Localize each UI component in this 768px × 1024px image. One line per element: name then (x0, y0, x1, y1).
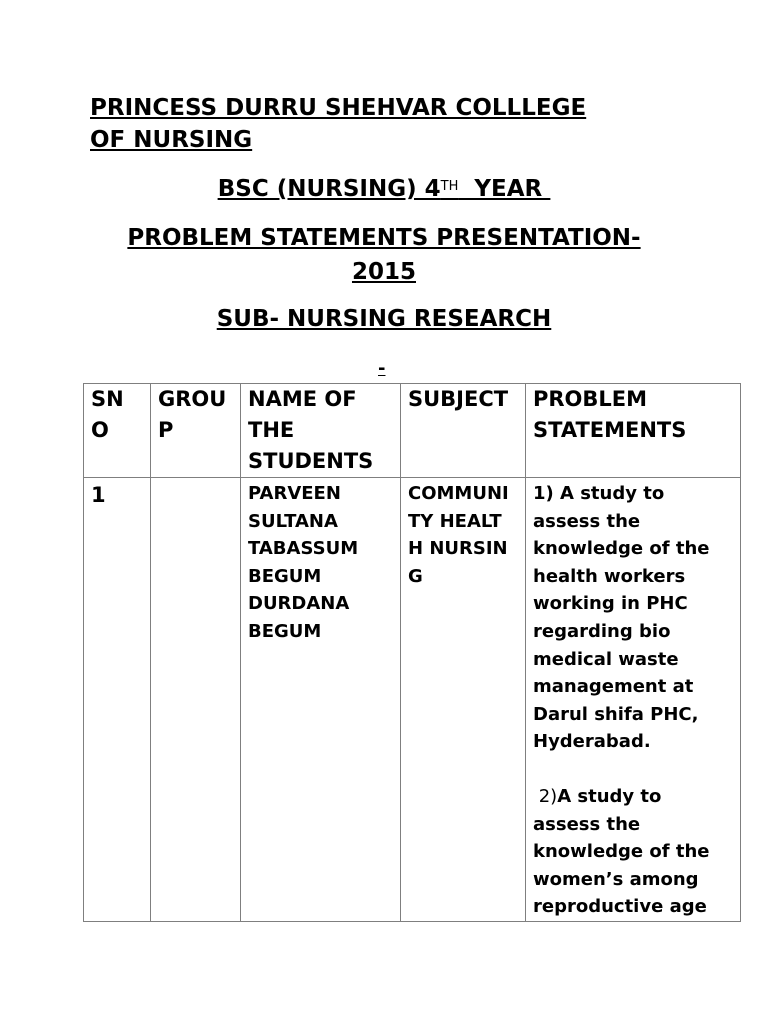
problem-statement-2 (533, 783, 733, 921)
student-name-line: TABASSUM (248, 538, 359, 560)
header-statements: PROBLEM STATEMENTS (526, 384, 741, 478)
college-title (90, 92, 690, 156)
course-title-year: YEAR (458, 176, 551, 202)
table-row (84, 478, 741, 922)
cell-group (151, 478, 241, 922)
course-title-text: BSC (NURSING) 4 (217, 176, 441, 202)
problem-statements-table (83, 383, 741, 922)
header-group: GROUP (151, 384, 241, 478)
subject-text: COMMUNITY HEALTH NURSING (408, 483, 509, 587)
header-subject: SUBJECT (401, 384, 526, 478)
cell-sno: 1 (84, 478, 151, 922)
cell-subject (401, 478, 526, 922)
presentation-title-line2: 2015 (351, 259, 416, 285)
table-header-row (84, 384, 741, 478)
problem-statement-1: 1) A study to assess the knowledge of the health workers working in PHC regarding bio medical waste management at Darul shifa PHC, Hyderabad. (533, 483, 710, 753)
dash-mark: - (378, 358, 386, 379)
statement-2-number: 2) (533, 785, 558, 807)
student-name-line: PARVEEN (248, 483, 341, 504)
college-title-line2: OF NURSING (90, 127, 253, 153)
cell-statements (526, 478, 741, 922)
statement-2-text: A study to assess the knowledge of the women’s among reproductive age (533, 785, 710, 918)
header-names: NAME OF THE STUDENTS (241, 384, 401, 478)
student-name-line: DURDANA (248, 593, 350, 615)
student-name-line: SULTANA (248, 510, 338, 532)
college-title-line1: PRINCESS DURRU SHEHVAR COLLLEGE (90, 95, 587, 121)
course-title (84, 172, 684, 206)
subject-title-text: SUB- NURSING RESEARCH (216, 306, 552, 332)
student-name-line: BEGUM (248, 620, 322, 642)
presentation-title (84, 221, 684, 289)
header-sno: SNO (84, 384, 151, 478)
student-name-line: BEGUM (248, 565, 322, 587)
presentation-title-line1: PROBLEM STATEMENTS PRESENTATION- (127, 225, 641, 251)
course-title-superscript: TH (440, 179, 459, 194)
subject-title (84, 302, 684, 336)
cell-names (241, 478, 401, 922)
